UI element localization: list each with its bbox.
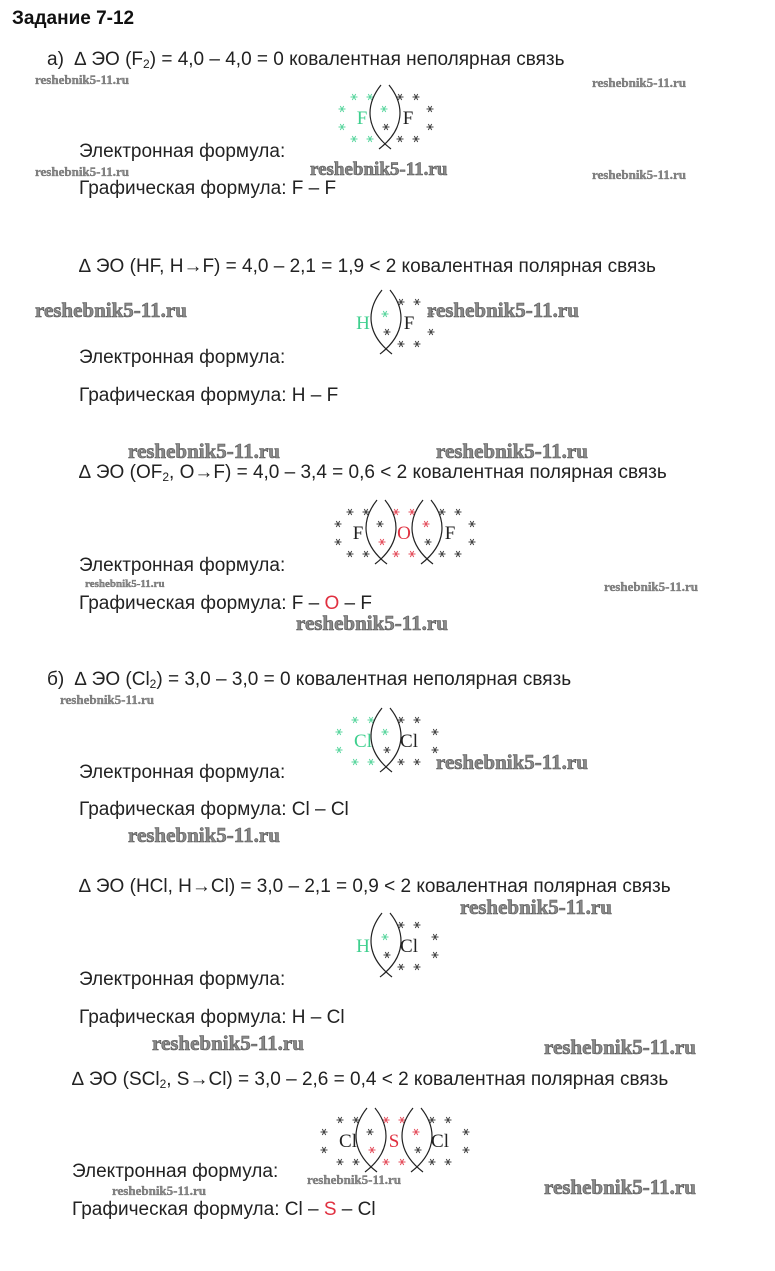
electron-dot <box>339 106 346 112</box>
watermark: reshebnik5-11.ru <box>592 167 687 182</box>
atom-symbol: F <box>444 523 456 544</box>
subscript: 2 <box>149 677 157 691</box>
electron-dot <box>351 136 358 142</box>
watermark: reshebnik5-11.ru <box>310 159 448 180</box>
electron-dot <box>321 1147 328 1153</box>
electron-dot <box>352 759 359 765</box>
f2-electronic-label: Электронная формула: <box>79 141 286 162</box>
atom-symbol: H <box>356 936 370 957</box>
part-label: а) <box>47 49 64 70</box>
watermark: reshebnik5-11.ru <box>544 1035 696 1059</box>
graphic-central-atom: O <box>324 593 340 614</box>
graphic-post: – Cl <box>336 1199 376 1220</box>
hf-electron-diagram <box>356 313 415 334</box>
atom-symbol: F <box>352 523 364 544</box>
electron-dot <box>335 521 342 527</box>
watermark: reshebnik5-11.ru <box>35 298 187 322</box>
atom-symbol: F <box>356 108 368 129</box>
electron-dot <box>455 509 462 515</box>
watermark: reshebnik5-11.ru <box>128 439 280 463</box>
watermark: reshebnik5-11.ru <box>128 823 280 847</box>
subscript: 2 <box>143 57 150 71</box>
electron-dot <box>455 551 462 557</box>
watermark: reshebnik5-11.ru <box>436 439 588 463</box>
electron-dot <box>432 934 439 940</box>
electron-dot <box>445 1117 452 1123</box>
electron-dot <box>393 551 400 557</box>
f2-electron-diagram <box>356 108 414 129</box>
atom-symbol: Cl <box>400 731 418 752</box>
electron-dot <box>321 1129 328 1135</box>
f2-delta-post: ) = 4,0 – 4,0 = 0 ковалентная неполярная связь <box>149 49 565 70</box>
atom-symbol: O <box>397 523 411 544</box>
electron-dot <box>347 509 354 515</box>
electron-dot <box>384 747 391 753</box>
hf-graphic-formula: Графическая формула: H – F <box>79 385 339 406</box>
electron-dot <box>399 1159 406 1165</box>
watermark: reshebnik5-11.ru <box>427 298 579 322</box>
watermark: reshebnik5-11.ru <box>35 72 130 87</box>
electron-dot <box>381 106 388 112</box>
electron-dot <box>352 717 359 723</box>
cl2-delta-line <box>47 669 571 691</box>
electron-dot <box>413 136 420 142</box>
atom-symbol: S <box>388 1131 400 1152</box>
electron-dot <box>339 124 346 130</box>
electron-dot <box>415 1147 422 1153</box>
f2-delta-pre: ∆ ЭО (F <box>74 49 144 70</box>
electron-dot <box>383 124 390 130</box>
electron-dot <box>463 1129 470 1135</box>
electron-dot <box>432 952 439 958</box>
graphic-post: – F <box>339 593 373 614</box>
f2-delta-line <box>47 49 565 71</box>
electron-dot <box>413 1129 420 1135</box>
atom-symbol: Cl <box>354 731 372 752</box>
electron-dot <box>337 1117 344 1123</box>
bond-arcs <box>412 500 442 564</box>
graphic-pre: Графическая формула: Cl – <box>72 1199 324 1220</box>
atom-symbol: Cl <box>400 936 418 957</box>
watermark: reshebnik5-11.ru <box>307 1172 402 1187</box>
atom-symbol: F <box>403 313 415 334</box>
watermark: reshebnik5-11.ru <box>436 750 588 774</box>
watermark: reshebnik5-11.ru <box>112 1183 207 1198</box>
watermark: reshebnik5-11.ru <box>152 1031 304 1055</box>
of2-electron-diagram <box>352 523 456 544</box>
scl2-graphic-formula <box>72 1199 376 1221</box>
bond-arcs <box>402 1108 432 1172</box>
bond-arcs <box>366 500 396 564</box>
electron-dot <box>414 299 421 305</box>
electron-dot <box>398 964 405 970</box>
electron-dot <box>445 1159 452 1165</box>
electron-dot <box>335 539 342 545</box>
cl2-delta-pre: ∆ ЭО (Cl <box>74 669 150 690</box>
electron-dot <box>367 136 374 142</box>
hf-delta-line: ∆ ЭО (HF, H→F) = 4,0 – 2,1 = 1,9 < 2 ковалентная полярная связь <box>79 256 656 277</box>
electron-dot <box>397 136 404 142</box>
electron-dot <box>429 1159 436 1165</box>
scl2-delta-pre: ∆ ЭО (SCl <box>72 1069 160 1090</box>
electron-dot <box>384 952 391 958</box>
electron-dot <box>382 934 389 940</box>
cl2-electron-diagram <box>354 731 418 752</box>
electron-dot <box>377 521 384 527</box>
part-label: б) <box>47 669 65 690</box>
electron-dot <box>336 747 343 753</box>
electron-dot <box>427 106 434 112</box>
watermark: reshebnik5-11.ru <box>460 895 612 919</box>
watermark: reshebnik5-11.ru <box>35 164 130 179</box>
electron-dot <box>363 551 370 557</box>
atom-symbol: H <box>356 313 370 334</box>
watermark: reshebnik5-11.ru <box>60 692 155 707</box>
atom-symbol: F <box>402 108 414 129</box>
watermark: reshebnik5-11.ru <box>85 578 165 590</box>
electron-dot <box>428 329 435 335</box>
bond-arcs <box>371 913 401 977</box>
electron-dot <box>384 329 391 335</box>
electron-dot <box>425 539 432 545</box>
bond-arcs <box>371 708 401 772</box>
watermark: reshebnik5-11.ru <box>592 75 687 90</box>
bond-arcs <box>371 290 401 354</box>
electron-dot <box>469 539 476 545</box>
electron-dot <box>469 521 476 527</box>
atom-symbol: Cl <box>431 1131 449 1152</box>
f2-graphic-formula: Графическая формула: F – F <box>79 178 337 199</box>
scl2-electron-diagram <box>339 1131 449 1152</box>
electron-dot <box>367 1129 374 1135</box>
bond-arcs <box>356 1108 386 1172</box>
electron-dot <box>347 551 354 557</box>
scl2-electronic-label: Электронная формула: <box>72 1161 279 1182</box>
of2-delta-line <box>79 462 667 484</box>
electron-dot <box>439 551 446 557</box>
electron-dot <box>379 539 386 545</box>
watermark: reshebnik5-11.ru <box>296 611 448 635</box>
electron-dot <box>409 551 416 557</box>
bond-arcs <box>370 85 400 149</box>
electron-dot <box>337 1159 344 1165</box>
hcl-delta-line: ∆ ЭО (HCl, H→Cl) = 3,0 – 2,1 = 0,9 < 2 ковалентная полярная связь <box>79 876 671 897</box>
of2-delta-post: , O→F) = 4,0 – 3,4 = 0,6 < 2 ковалентная полярная связь <box>169 462 667 483</box>
electron-dot <box>432 729 439 735</box>
graphic-central-atom: S <box>323 1199 337 1220</box>
hcl-graphic-formula: Графическая формула: H – Cl <box>79 1007 345 1028</box>
atom-symbol: Cl <box>339 1131 357 1152</box>
electron-dot <box>414 759 421 765</box>
electron-dot <box>382 729 389 735</box>
scl2-delta-post: , S→Cl) = 3,0 – 2,6 = 0,4 < 2 ковалентная полярная связь <box>166 1069 669 1090</box>
electron-dot <box>413 94 420 100</box>
cl2-delta-post: ) = 3,0 – 3,0 = 0 ковалентная неполярная связь <box>156 669 572 690</box>
hf-electronic-label: Электронная формула: <box>79 347 286 368</box>
of2-delta-pre: ∆ ЭО (OF <box>79 462 163 483</box>
task-title: Задание 7-12 <box>12 8 135 29</box>
electron-dot <box>368 759 375 765</box>
hcl-electronic-label: Электронная формула: <box>79 969 286 990</box>
electron-dot <box>353 1159 360 1165</box>
electron-dot <box>383 1159 390 1165</box>
electron-dot <box>382 311 389 317</box>
electron-dot <box>351 94 358 100</box>
electron-dot <box>414 922 421 928</box>
subscript: 2 <box>159 1077 167 1091</box>
hcl-electron-diagram <box>356 936 418 957</box>
electron-dot <box>463 1147 470 1153</box>
cl2-electronic-label: Электронная формула: <box>79 762 286 783</box>
electron-dot <box>427 124 434 130</box>
electron-dot <box>398 341 405 347</box>
of2-electronic-label: Электронная формула: <box>79 555 286 576</box>
electron-dot <box>414 341 421 347</box>
scl2-delta-line <box>72 1069 668 1091</box>
electron-dot <box>336 729 343 735</box>
electron-dot <box>414 964 421 970</box>
electron-dot <box>423 521 430 527</box>
watermark: reshebnik5-11.ru <box>604 579 699 594</box>
subscript: 2 <box>162 470 170 484</box>
electron-dot <box>398 759 405 765</box>
graphic-pre: Графическая формула: F – <box>79 593 325 614</box>
cl2-graphic-formula: Графическая формула: Cl – Cl <box>79 799 349 820</box>
electron-dot <box>414 717 421 723</box>
electron-dot <box>369 1147 376 1153</box>
watermark: reshebnik5-11.ru <box>544 1175 696 1199</box>
